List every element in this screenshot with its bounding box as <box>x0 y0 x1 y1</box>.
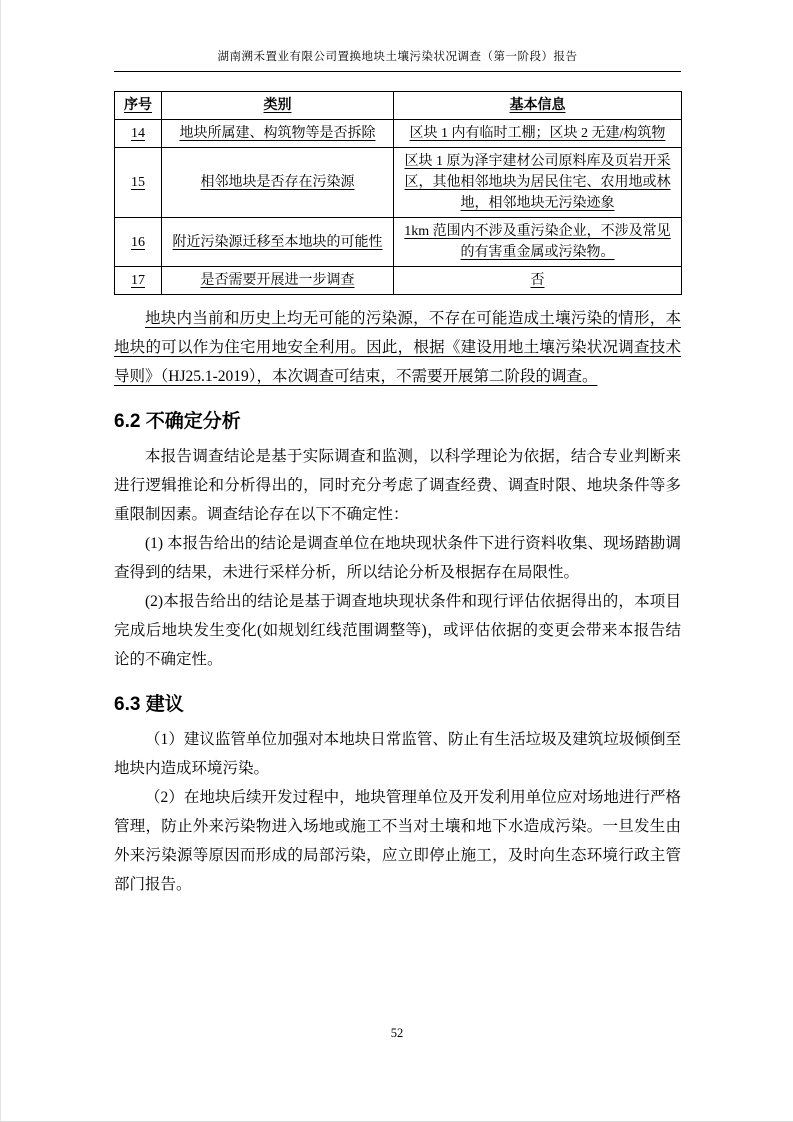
page-header <box>114 48 681 72</box>
table-row <box>115 148 682 218</box>
report-title: 湖南溯禾置业有限公司置换地块土壤污染状况调查（第一阶段）报告 <box>217 51 578 63</box>
cell-category: 地块所属建、构筑物等是否拆除 <box>162 120 394 148</box>
cell-info: 否 <box>394 267 682 295</box>
cell-no: 15 <box>115 148 162 218</box>
section-6-2-paragraph: (1) 本报告给出的结论是调查单位在地块现状条件下进行资料收集、现场踏勘调查得到的结果，未进行采样分析，所以结论分析及根据存在局限性。 <box>114 535 681 581</box>
section-heading-6-3: 6.3 建议 <box>114 694 184 715</box>
cell-category: 是否需要开展进一步调查 <box>162 267 394 295</box>
summary-table <box>114 91 682 295</box>
table-header-row <box>115 92 682 120</box>
section-heading-6-2: 6.2 不确定分析 <box>114 411 241 432</box>
cell-info: 1km 范围内不涉及重污染企业，不涉及常见的有害重金属或污染物。 <box>394 218 682 267</box>
page-content <box>114 48 681 899</box>
page-number: 52 <box>390 1026 404 1040</box>
table-header-info: 基本信息 <box>394 92 682 120</box>
section-6-2-paragraph: 本报告调查结论是基于实际调查和监测，以科学理论为依据，结合专业判断来进行逻辑推论和分析得出的，同时充分考虑了调查经费、调查时限、地块条件等多重限制因素。调查结论存在以下不确定性： <box>114 448 681 523</box>
table-row <box>115 267 682 295</box>
section-6-3-paragraph: （1）建议监管单位加强对本地块日常监管、防止有生活垃圾及建筑垃圾倾倒至地块内造成环境污染。 <box>114 731 681 777</box>
cell-info: 区块 1 内有临时工棚；区块 2 无建/构筑物 <box>394 120 682 148</box>
cell-no: 14 <box>115 120 162 148</box>
cell-category: 相邻地块是否存在污染源 <box>162 148 394 218</box>
table-header-no: 序号 <box>115 92 162 120</box>
table-row <box>115 218 682 267</box>
section-6-3-paragraph: （2）在地块后续开发过程中，地块管理单位及开发利用单位应对场地进行严格管理，防止外来污染物进入场地或施工不当对土壤和地下水造成污染。一旦发生由外来污染源等原因而形成的局部污染，应立即停止施工，及时向生态环境行政主管部门报告。 <box>114 789 681 893</box>
summary-paragraph: 地块内当前和历史上均无可能的污染源，不存在可能造成土壤污染的情形，本地块的可以作为住宅用地安全利用。因此，根据《建设用地土壤污染状况调查技术导则》（HJ25.1-2019），本次调查可结束，不需要开展第二阶段的调查。 <box>114 310 681 385</box>
section-6-2-paragraph: (2)本报告给出的结论是基于调查地块现状条件和现行评估依据得出的，本项目完成后地块发生变化(如规划红线范围调整等)，或评估依据的变更会带来本报告结论的不确定性。 <box>114 593 681 668</box>
cell-info: 区块 1 原为泽宇建材公司原料库及页岩开采区，其他相邻地块为居民住宅、农用地或林地，相邻地块无污染迹象 <box>394 148 682 218</box>
table-row <box>115 120 682 148</box>
cell-no: 16 <box>115 218 162 267</box>
cell-category: 附近污染源迁移至本地块的可能性 <box>162 218 394 267</box>
table-header-category: 类别 <box>162 92 394 120</box>
cell-no: 17 <box>115 267 162 295</box>
